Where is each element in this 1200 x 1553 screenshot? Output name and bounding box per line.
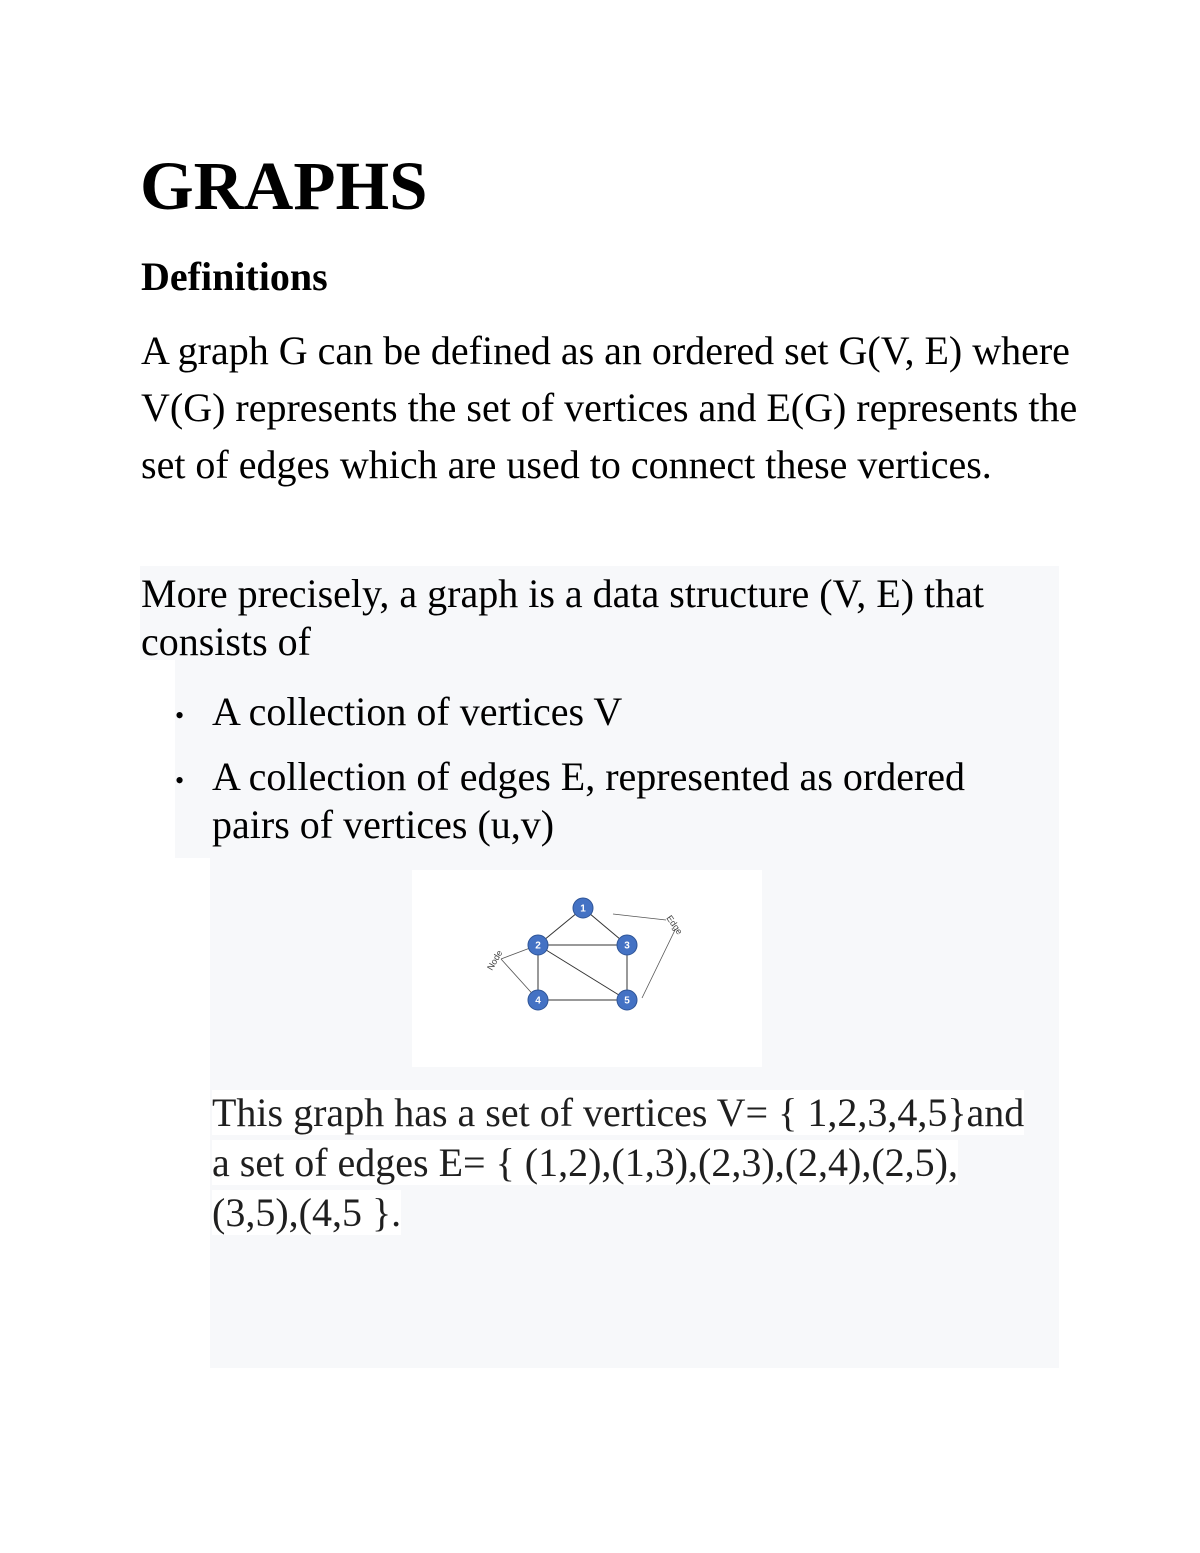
vertex-label-1: 1 bbox=[580, 903, 586, 915]
list-item bbox=[175, 753, 1045, 849]
caption-text: This graph has a set of vertices V= { 1,2,3,4,5}and a set of edges E= { (1,2),(1,3),(2,3),(2,4),(2,5),(3,5),(4,5 }. bbox=[212, 1090, 1025, 1235]
bullet-icon: • bbox=[175, 701, 185, 730]
edge-pointer-line bbox=[613, 914, 666, 920]
edge-annotation-label: Edge bbox=[664, 913, 685, 937]
graph-diagram bbox=[412, 870, 762, 1067]
definition-paragraph: A graph G can be defined as an ordered set G(V, E) where V(G) represents the set of vertices and E(G) represents the set of edges which are used to connect these vertices. bbox=[141, 328, 1078, 487]
vertex-label-4: 4 bbox=[535, 995, 541, 1007]
node-annotation-label: Node bbox=[485, 948, 505, 972]
edge-2-5 bbox=[538, 945, 627, 1000]
list-item-text: A collection of vertices V bbox=[212, 689, 623, 734]
figure-caption bbox=[212, 1088, 1042, 1238]
edge-pointer-line bbox=[642, 930, 675, 998]
bullet-list bbox=[175, 688, 1045, 866]
vertex-label-5: 5 bbox=[624, 995, 630, 1007]
vertex-label-2: 2 bbox=[535, 940, 541, 952]
precise-definition-paragraph: More precisely, a graph is a data structure (V, E) that consists of bbox=[141, 571, 985, 664]
page-title: GRAPHS bbox=[140, 148, 428, 224]
vertex-label-3: 3 bbox=[624, 940, 630, 952]
section-heading: Definitions bbox=[141, 254, 328, 299]
list-item-text: A collection of edges E, represented as ordered pairs of vertices (u,v) bbox=[212, 754, 966, 847]
bullet-icon: • bbox=[175, 766, 185, 795]
graph-figure bbox=[412, 870, 762, 1067]
list-item bbox=[175, 688, 1045, 736]
